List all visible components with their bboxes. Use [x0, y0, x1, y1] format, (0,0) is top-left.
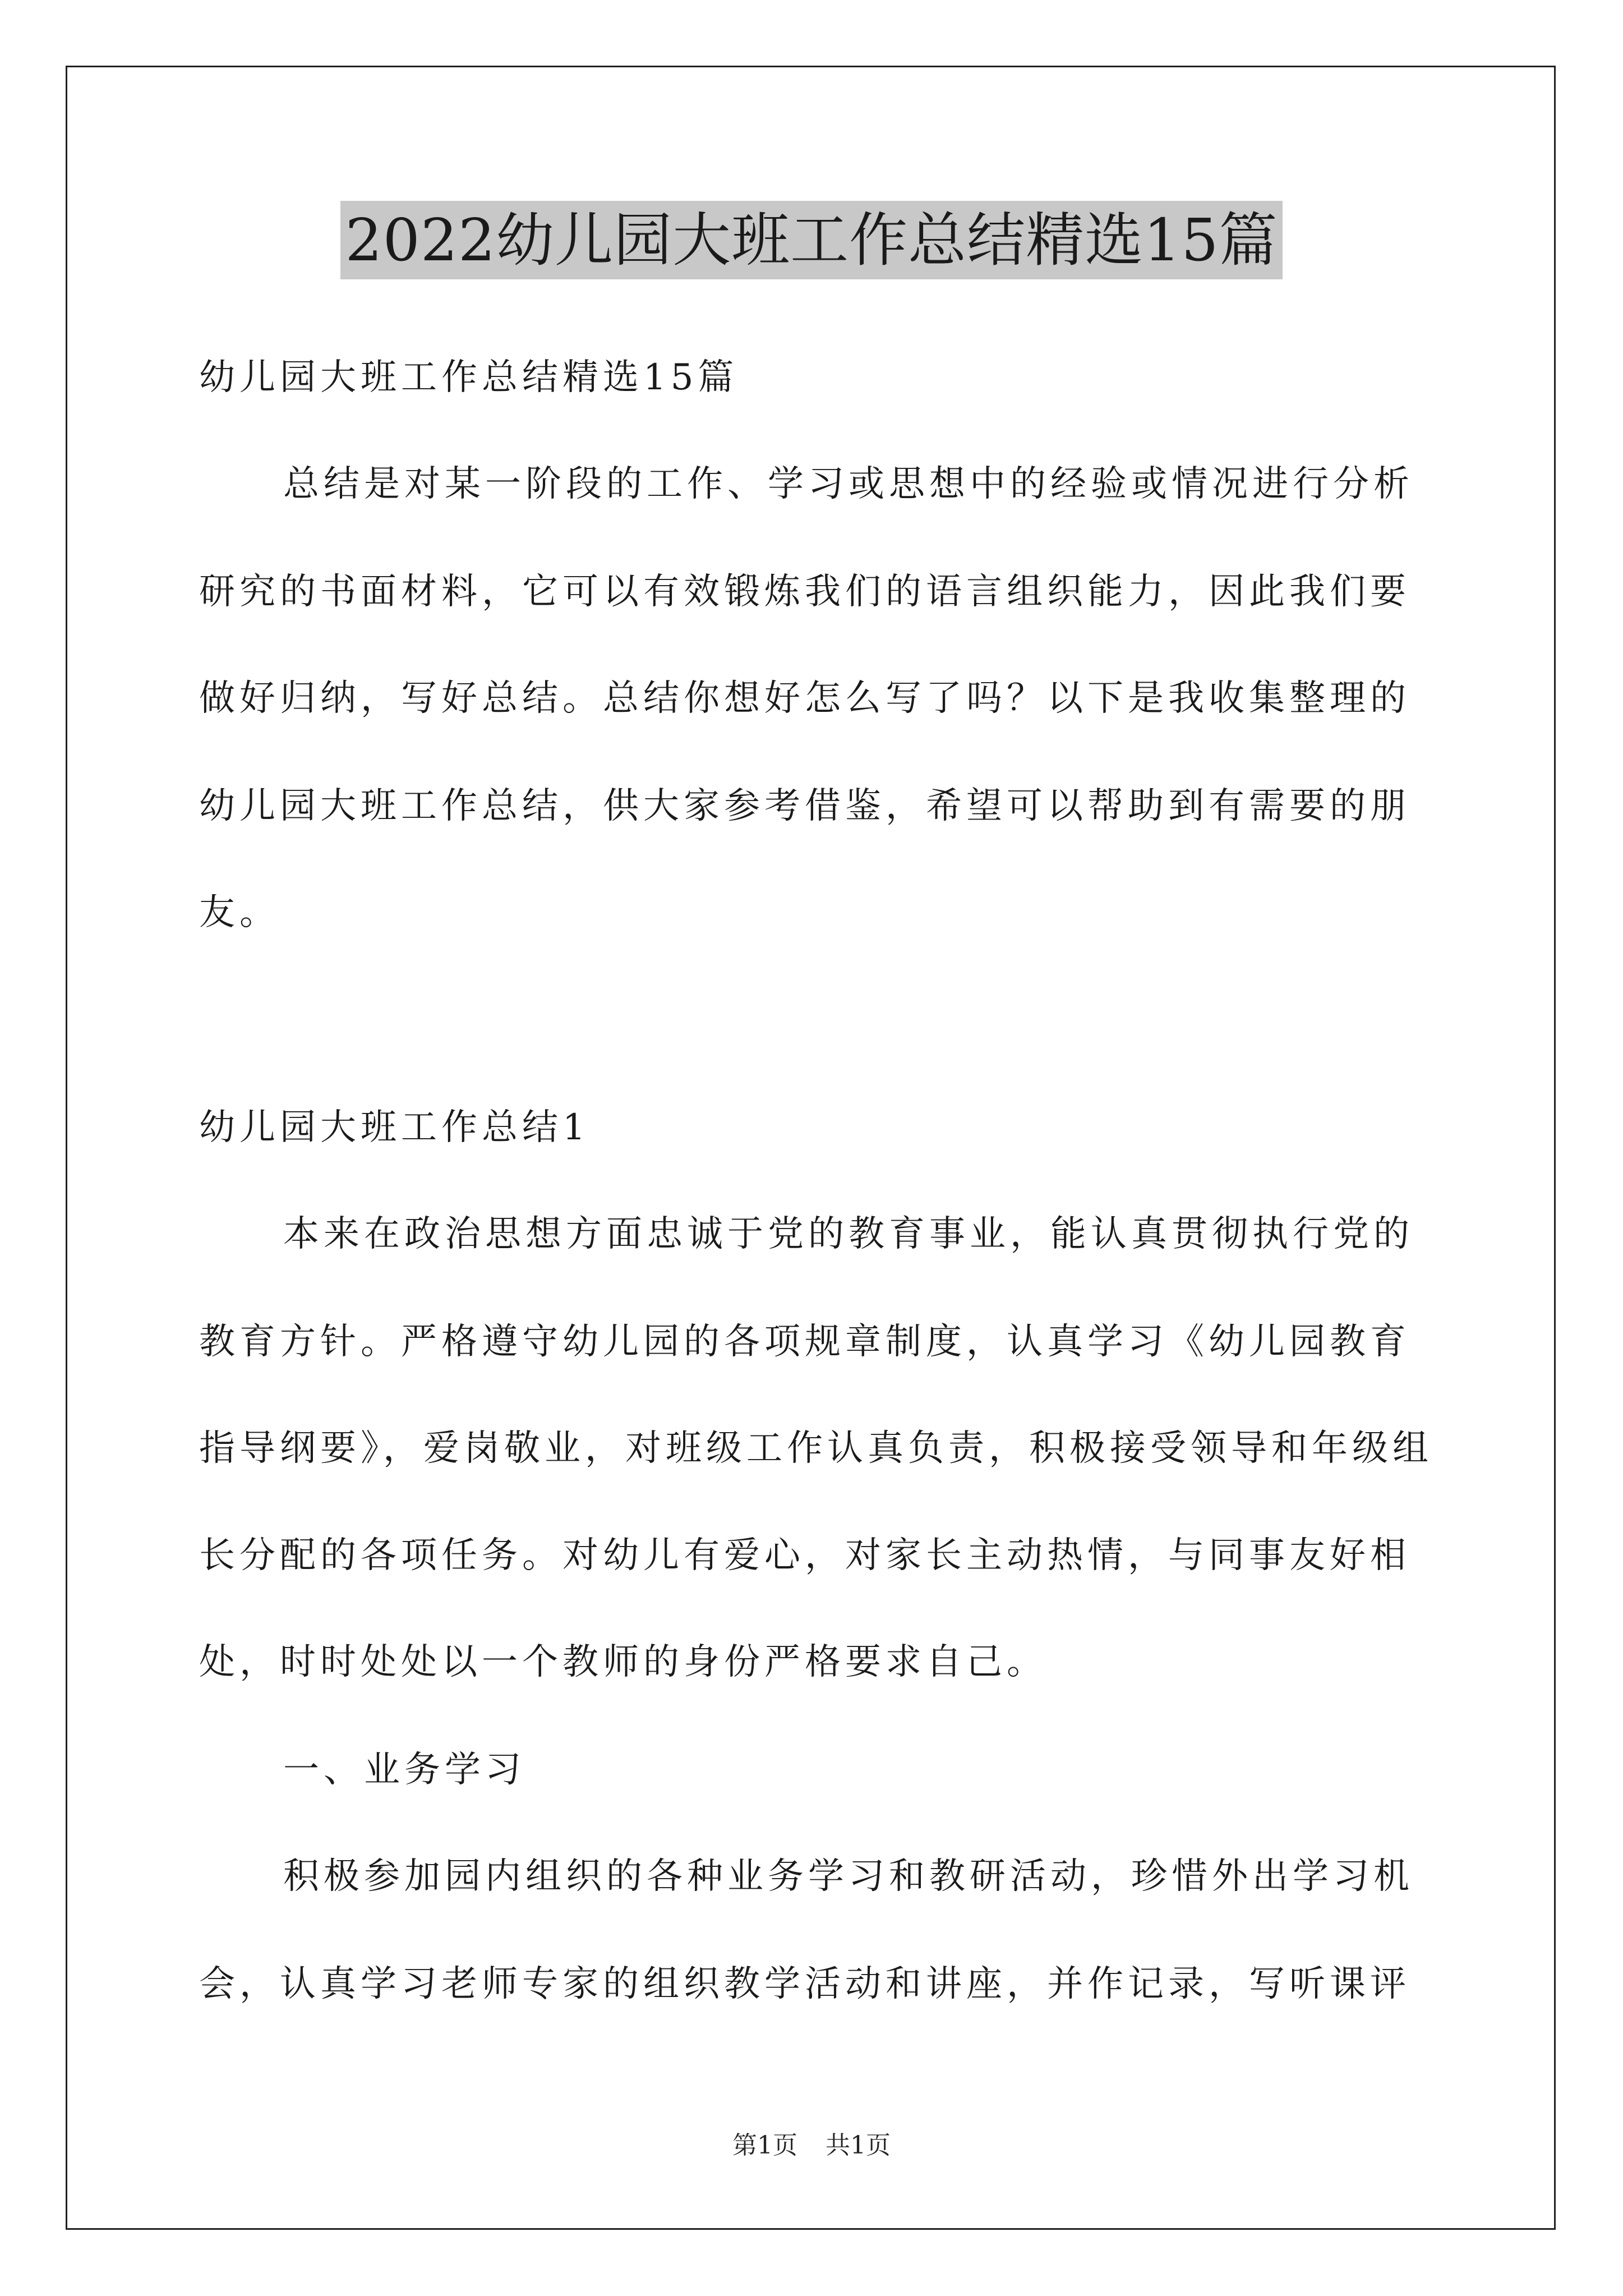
page-total: 共1页 [826, 2131, 891, 2160]
intro-line: 研究的书面材料，它可以有效锻炼我们的语言组织能力，因此我们要 [199, 571, 1410, 613]
intro-line: 幼儿园大班工作总结，供大家参考借鉴，希望可以帮助到有需要的朋 [199, 785, 1410, 827]
intro-line: 做好归纳，写好总结。总结你想好怎么写了吗？以下是我收集整理的 [199, 678, 1410, 719]
study-line: 会，认真学习老师专家的组织教学活动和讲座，并作记录，写听课评 [199, 1963, 1410, 2005]
section-line: 指导纲要》，爱岗敬业，对班级工作认真负责，积极接受领导和年级组 [199, 1428, 1433, 1469]
intro-line: 友。 [199, 892, 280, 933]
study-line: 积极参加园内组织的各种业务学习和教研活动，珍惜外出学习机 [283, 1856, 1414, 1897]
section-line: 长分配的各项任务。对幼儿有爱心，对家长主动热情，与同事友好相 [199, 1535, 1410, 1576]
section-line: 教育方针。严格遵守幼儿园的各项规章制度，认真学习《幼儿园教育 [199, 1321, 1410, 1363]
document-subtitle: 幼儿园大班工作总结精选15篇 [199, 357, 739, 398]
subheading: 一、业务学习 [283, 1749, 525, 1791]
page-footer [0, 2129, 1623, 2162]
section-line: 处，时时处处以一个教师的身份严格要求自己。 [199, 1641, 1047, 1683]
document-title: 2022幼儿园大班工作总结精选15篇 [340, 201, 1282, 279]
page-number: 第1页 [732, 2131, 797, 2160]
section-heading: 幼儿园大班工作总结1 [199, 1107, 590, 1148]
section-line: 本来在政治思想方面忠诚于党的教育事业，能认真贯彻执行党的 [283, 1213, 1414, 1255]
intro-line: 总结是对某一阶段的工作、学习或思想中的经验或情况进行分析 [283, 463, 1414, 505]
title-container [0, 201, 1623, 279]
